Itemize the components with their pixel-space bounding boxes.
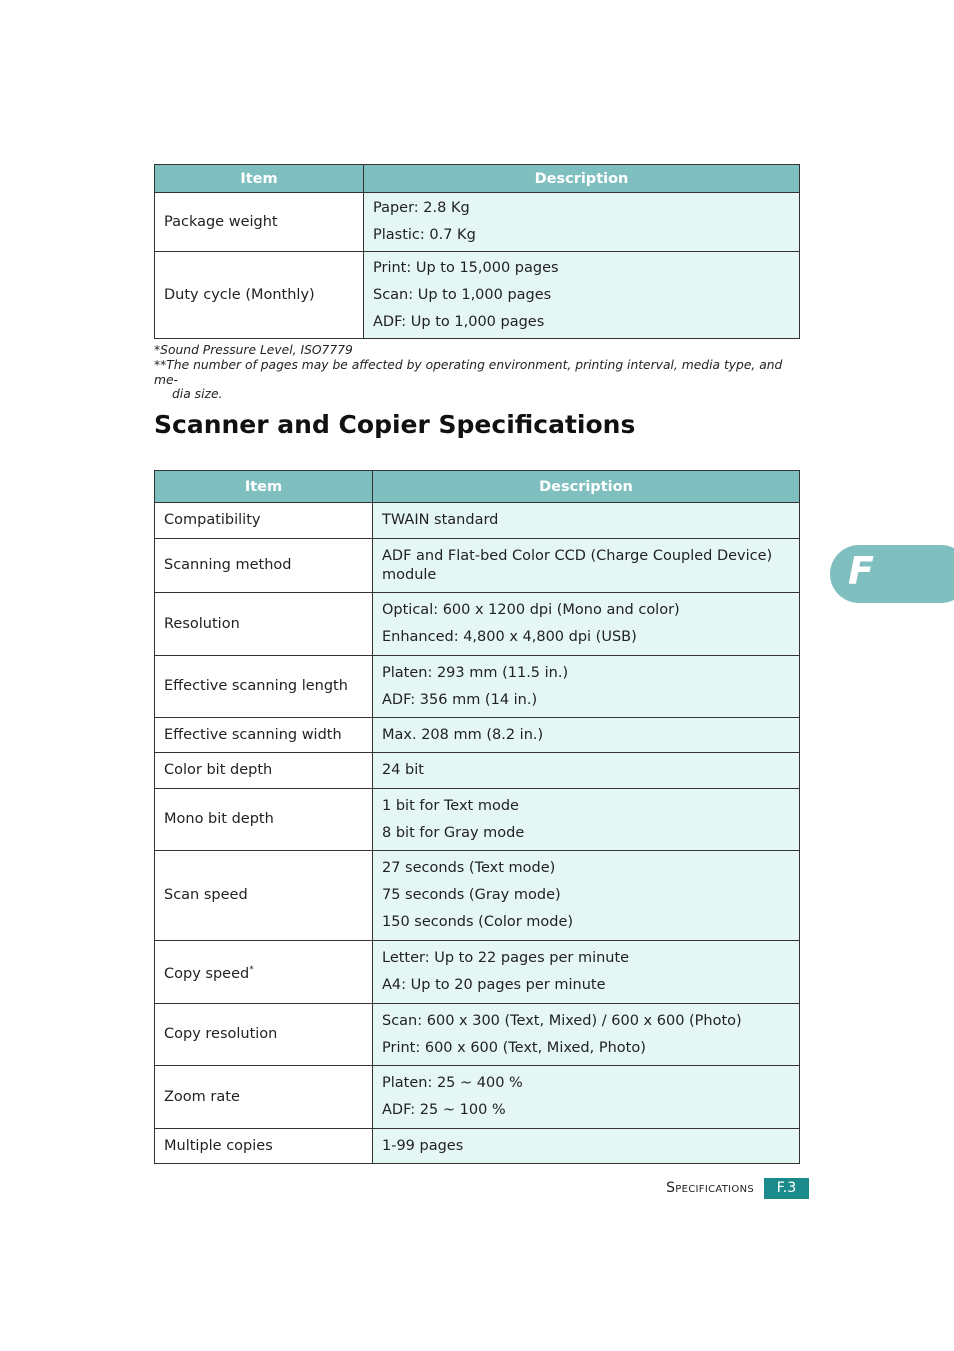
table-row xyxy=(155,718,800,753)
description-cell xyxy=(373,941,800,1004)
item-label: Copy speed xyxy=(164,965,250,982)
footnote-line: dia size. xyxy=(172,387,223,401)
description-line: Max. 208 mm (8.2 in.) xyxy=(382,726,544,743)
description-line: Paper: 2.8 Kg xyxy=(373,200,470,216)
description-cell xyxy=(373,851,800,941)
description-line: TWAIN standard xyxy=(382,512,499,528)
item-cell: Compatibility xyxy=(155,503,373,539)
table-row xyxy=(155,503,800,539)
description-line: ADF: 25 ~ 100 % xyxy=(382,1102,506,1118)
description-cell xyxy=(373,1004,800,1066)
footnote-line: **The number of pages may be affected by operating environment, printing interval, media type, and me- xyxy=(154,358,783,387)
description-line: 150 seconds (Color mode) xyxy=(382,914,574,930)
description-line: Plastic: 0.7 Kg xyxy=(373,227,476,243)
item-cell: Zoom rate xyxy=(155,1066,373,1129)
table-row xyxy=(155,1066,800,1129)
description-line: 8 bit for Gray mode xyxy=(382,824,525,841)
item-cell: Mono bit depth xyxy=(155,789,373,851)
table-row xyxy=(155,851,800,941)
footnote-sound-pressure: *Sound Pressure Level, ISO7779 xyxy=(154,343,353,357)
description-cell xyxy=(373,656,800,718)
description-cell xyxy=(373,593,800,656)
footnote-page-count xyxy=(154,358,804,402)
item-cell: Color bit depth xyxy=(155,753,373,789)
table-row xyxy=(155,1129,800,1164)
item-cell: Multiple copies xyxy=(155,1129,373,1164)
table-row xyxy=(155,656,800,718)
description-cell xyxy=(373,539,800,593)
chapter-tab xyxy=(830,545,954,603)
header-item: Item xyxy=(155,471,373,503)
description-line: Platen: 25 ~ 400 % xyxy=(382,1075,523,1091)
description-line: Platen: 293 mm (11.5 in.) xyxy=(382,664,569,681)
header-description: Description xyxy=(373,471,800,503)
table-row xyxy=(155,753,800,789)
table-row xyxy=(155,252,800,339)
description-line: Print: 600 x 600 (Text, Mixed, Photo) xyxy=(382,1039,646,1056)
header-description: Description xyxy=(364,165,800,193)
scanner-spec-table xyxy=(154,470,800,1164)
item-cell: Copy resolution xyxy=(155,1004,373,1066)
table-header-row xyxy=(155,165,800,193)
description-cell xyxy=(373,1066,800,1129)
item-cell: Scanning method xyxy=(155,539,373,593)
description-line: Scan: 600 x 300 (Text, Mixed) / 600 x 600 (Photo) xyxy=(382,1012,742,1029)
description-line: Letter: Up to 22 pages per minute xyxy=(382,950,630,966)
general-spec-table xyxy=(154,164,800,339)
item-cell xyxy=(155,941,373,1004)
item-cell: Resolution xyxy=(155,593,373,656)
description-cell xyxy=(373,718,800,753)
chapter-letter: F xyxy=(848,549,874,593)
description-line: A4: Up to 20 pages per minute xyxy=(382,977,606,993)
section-title: Scanner and Copier Specifications xyxy=(154,410,636,439)
description-line: ADF: Up to 1,000 pages xyxy=(373,313,545,330)
description-line: Enhanced: 4,800 x 4,800 dpi (USB) xyxy=(382,629,637,645)
table-row xyxy=(155,941,800,1004)
footer-section-label: Specifications xyxy=(666,1180,754,1196)
description-line: Optical: 600 x 1200 dpi (Mono and color) xyxy=(382,602,680,618)
description-line: Print: Up to 15,000 pages xyxy=(373,259,559,276)
description-cell xyxy=(373,503,800,539)
table-row xyxy=(155,789,800,851)
description-line: 75 seconds (Gray mode) xyxy=(382,887,561,903)
table-row xyxy=(155,593,800,656)
table-row xyxy=(155,193,800,252)
item-cell: Scan speed xyxy=(155,851,373,941)
description-cell xyxy=(373,789,800,851)
description-cell xyxy=(364,193,800,252)
description-line: 27 seconds (Text mode) xyxy=(382,860,556,876)
table-row xyxy=(155,539,800,593)
table-row xyxy=(155,1004,800,1066)
description-line: ADF and Flat-bed Color CCD (Charge Coupled Device) module xyxy=(382,547,773,583)
description-cell xyxy=(364,252,800,339)
footnote-marker: * xyxy=(249,964,254,975)
item-cell: Duty cycle (Monthly) xyxy=(155,252,364,339)
item-cell: Effective scanning length xyxy=(155,656,373,718)
description-line: 1-99 pages xyxy=(382,1137,464,1154)
item-cell: Effective scanning width xyxy=(155,718,373,753)
table-header-row xyxy=(155,471,800,503)
description-cell xyxy=(373,1129,800,1164)
description-line: Scan: Up to 1,000 pages xyxy=(373,286,552,303)
item-cell: Package weight xyxy=(155,193,364,252)
page-number-badge: F.3 xyxy=(764,1178,809,1199)
description-cell xyxy=(373,753,800,789)
header-item: Item xyxy=(155,165,364,193)
description-line: 24 bit xyxy=(382,762,424,778)
description-line: 1 bit for Text mode xyxy=(382,797,519,814)
description-line: ADF: 356 mm (14 in.) xyxy=(382,691,538,708)
